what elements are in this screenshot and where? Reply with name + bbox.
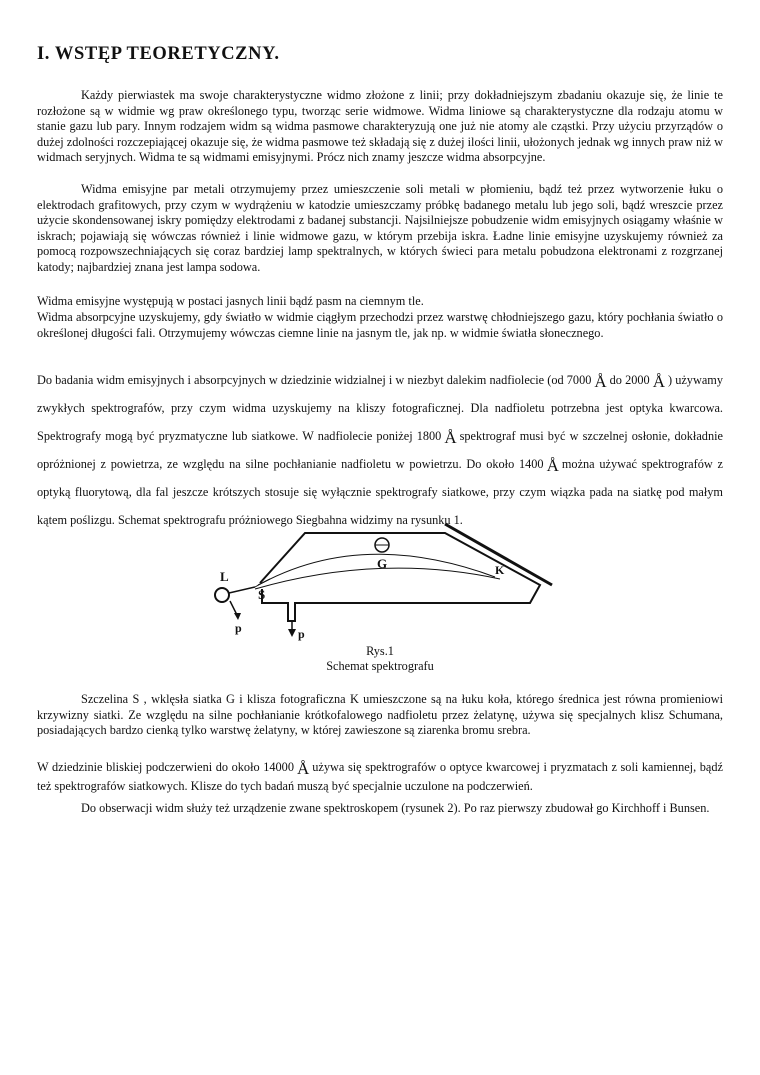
paragraph-infrared	[37, 758, 723, 795]
angstrom-symbol: Å	[546, 456, 559, 475]
figure-caption-title: Schemat spektrografu	[326, 659, 434, 673]
paragraph-ultraviolet	[37, 366, 723, 534]
pump-arrowhead-1	[234, 613, 241, 620]
paragraph-absorption: Widma absorpcyjne uzyskujemy, gdy światło w widmie ciągłym przechodzi przez warstwę chłodniejszego gazu, który pochłania światło o określonej długości fali. Otrzymujemy wówczas ciemne linie na jasnym tle, jak np. w widmie światła słonecznego.	[37, 310, 723, 340]
page-title: I. WSTĘP TEORETYCZNY.	[37, 44, 280, 64]
uv-text-2: do 2000	[609, 373, 650, 387]
label-p-1: p	[235, 621, 242, 635]
ir-text-1: W dziedzinie bliskiej podczerwieni do około 14000	[37, 760, 294, 774]
angstrom-symbol: Å	[296, 759, 310, 778]
label-L: L	[220, 569, 229, 584]
paragraph-emission-form: Widma emisyjne występują w postaci jasnych linii bądź pasm na ciemnym tle.	[37, 294, 424, 308]
uv-text-1: Do badania widm emisyjnych i absorpcyjnych w dziedzinie widzialnej i w niezbyt dalekim nadfiolecie (od 7000	[37, 373, 592, 387]
label-K: K	[495, 563, 505, 577]
label-S: S	[258, 587, 266, 602]
uv-text-3: ) używamy zwykłych spektrografów, przy czym widma uzyskujemy na kliszy fotograficznej. Dla nadfioletu potrzebna jest optyka kwarcowa. Spektrografy mogą być pryzmatyczne lub siatkowe. W nadfiolecie poniżej 1800	[37, 373, 723, 443]
spectrograph-housing	[260, 533, 540, 621]
label-G: G	[377, 556, 388, 571]
pump-arrow-1	[230, 601, 237, 615]
ir-text-2: używa się spektrografów o optyce kwarcowej i pryzmatach z soli kamiennej, bądź też spektrografów siatkowych. Klisze do tych badań muszą być specjalnie uczulone na podczerwień.	[37, 760, 723, 793]
diffraction-ray-upper	[255, 554, 495, 587]
lamp-tube	[229, 587, 255, 593]
figure-caption-number: Rys.1	[366, 644, 394, 658]
paragraph-emission: Widma emisyjne par metali otrzymujemy przez umieszczenie soli metali w płomieniu, bądź też przez wytworzenie łuku o elektrodach grafitowych, przy czym w wydrążeniu w katodzie umieszczamy próbkę badanego metalu lub jego soli, bądź wreszcie przez użycie skondensowanej iskry pomiędzy elektrodami z badanej substancji. Najsilniejsze pobudzenie widm emisyjnych osiągamy właśnie w iskrach; pojawiają się wówczas również i linie widmowe gazu, w którym przebija iskra. Ładne linie emisyjne uzyskujemy również za pomocą rozpowszechniających się coraz bardziej lamp spektralnych, w których świeci para metalu pobudzona elektronami z rozgrzanej katody; najbardziej znana jest lampa sodowa.	[37, 182, 723, 274]
lamp-circle	[215, 588, 229, 602]
angstrom-symbol: Å	[652, 372, 665, 391]
angstrom-symbol: Å	[594, 372, 607, 391]
paragraph-slit: Szczelina S , wklęsła siatka G i klisza fotograficzna K umieszczone są na łuku koła, którego średnica jest równa promieniowi krzywizny siatki. Ze względu na silne pochłanianie krótkofalowego nadfioletu przez żelatynę, używa się specjalnych klisz Schumana, posiadających bardzo cienką tylko warstwę żelatyny, w której zawieszone są ziarenka bromu srebra.	[37, 692, 723, 738]
paragraph-line-spectra: Każdy pierwiastek ma swoje charakterystyczne widmo złożone z linii; przy dokładniejszym zbadaniu okazuje się, że linie te rozłożone są w widmie wg praw określonego typu, tworząc serie widmowe. Widma liniowe są charakterystyczne dla rodzaju atomu w stanie gazu lub pary. Innym rodzajem widm są widma pasmowe charakteryzują one już nie atomy ale cząstki. Przy użyciu przyrządów o dużej zdolności rozczepiającej okazuje się, że widma pasmowe też składają się z dużej ilości linii, ułożonych jednak wg innych praw niż w widmach seryjnych. Widma te są widmami emisyjnymi. Prócz nich znamy jeszcze widma absorpcyjne.	[37, 88, 723, 165]
spectrograph-diagram	[210, 521, 560, 643]
diffraction-ray-lower	[255, 568, 500, 589]
pump-arrowhead-2	[288, 629, 296, 637]
paragraph-spectroscope: Do obserwacji widm służy też urządzenie zwane spektroskopem (rysunek 2). Po raz pierwszy zbudował go Kirchhoff i Bunsen.	[81, 801, 710, 815]
uv-text-4: spektrograf musi być w szczelnej osłonie, dokładnie opróżnionej z powietrza, ze względu na silne pochłanianie nadfioletu w powietrzu. Do około 1400	[37, 429, 723, 471]
label-p-2: p	[298, 627, 305, 641]
angstrom-symbol: Å	[444, 428, 457, 447]
uv-text-5: można używać spektrografów z optyką fluorytową, dla fal jeszcze krótszych stosuje się wyłącznie spektrografy siatkowe, przy czym wiązka pada na siatkę pod małym kątem poślizgu. Schemat spektrografu próżniowego Siegbahna widzimy na rysunku 1.	[37, 457, 723, 527]
